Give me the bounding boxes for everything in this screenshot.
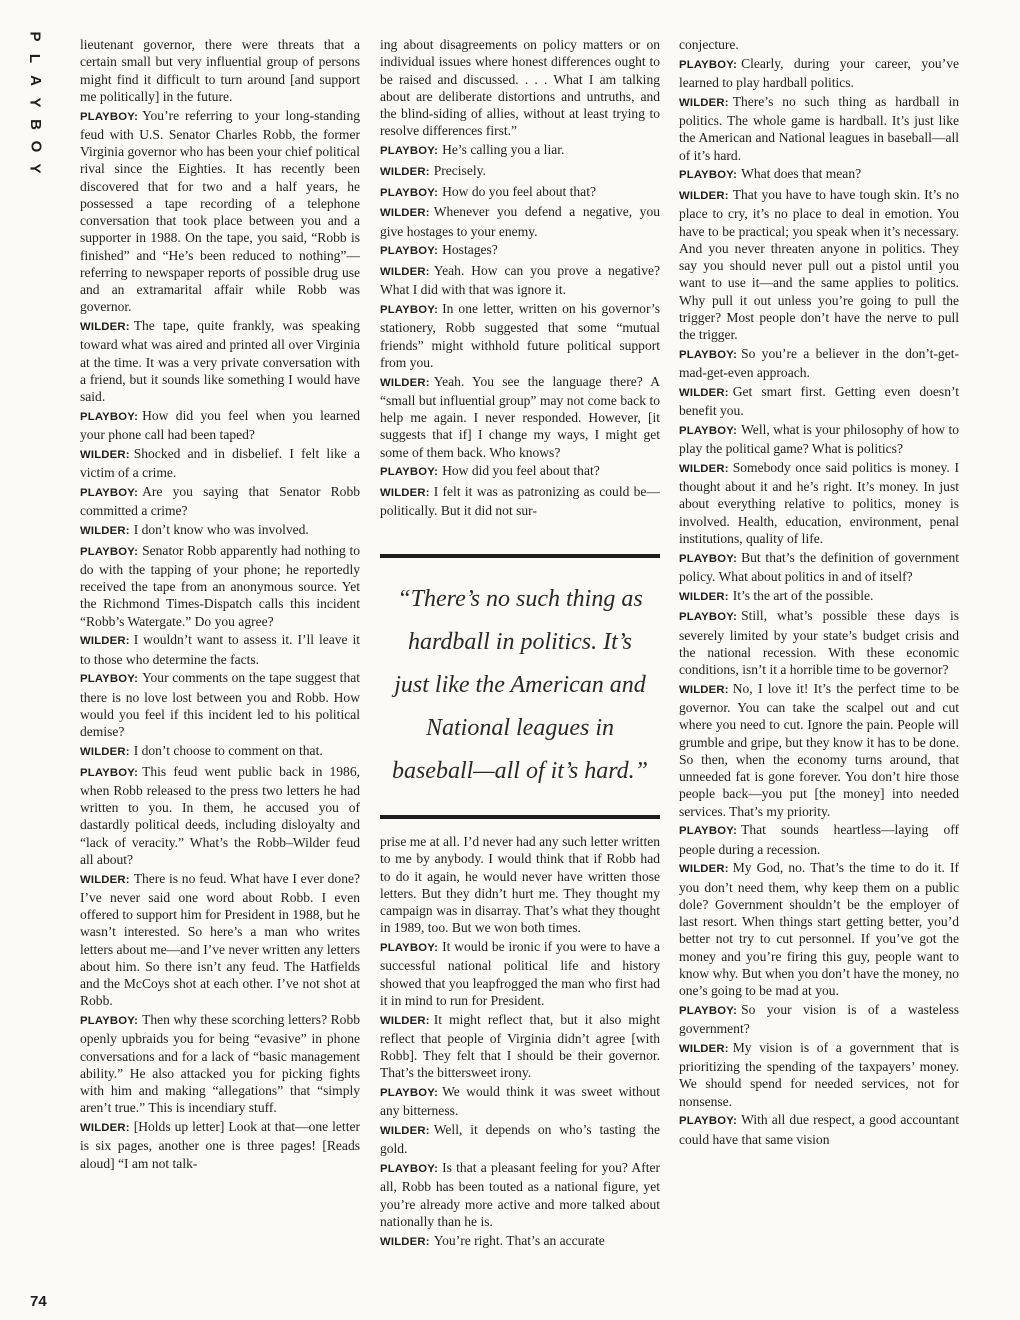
paragraph-text: You’re referring to your long-standing feud with U.S. Senator Charles Robb, the former Virginia governor who has been your chief political rival since the Eighties. It has recently been discovered that for two and a half years, he possessed a tape recording of a telephone conversation that took place between you and a supporter in 1988. On the tape, you said, “Robb is finished” and “He’s been reduced to nothing”—referring to newspaper reports of possible drug use and an extramarital affair while Robb was governor.	[80, 107, 360, 315]
speaker-label: WILDER:	[380, 207, 430, 220]
interview-paragraph	[80, 1011, 360, 1117]
speaker-label: WILDER:	[80, 448, 130, 461]
paragraph-text: What does that mean?	[741, 166, 862, 182]
paragraph-text: lieutenant governor, there were threats that a certain small but very influential group of persons might find it difficult to turn around [and support me politically] in the future.	[80, 37, 360, 104]
column-2-upper-text	[380, 36, 660, 536]
speaker-label: PLAYBOY:	[380, 466, 439, 479]
paragraph-text: [Holds up letter] Look at that—one letter is six pages, another one is three pages! [Reads aloud] “I am not talk-	[80, 1119, 360, 1171]
paragraph-text: Then why these scorching letters? Robb openly upbraids you for being “evasive” in phone conversations and for a lack of “basic management ability.” He also attacked you for picking fights with him and making “allegations” that “simply aren’t true.” This is incendiary stuff.	[80, 1012, 360, 1116]
interview-paragraph	[679, 549, 959, 586]
paragraph-text: Well, what is your philosophy of how to play the political game? What is politics?	[679, 421, 959, 456]
speaker-label: WILDER:	[80, 635, 130, 648]
paragraph-text: I felt it was as patronizing as could be—politically. But it did not sur-	[380, 484, 660, 519]
paragraph-text: You’re right. That’s an accurate	[433, 1232, 605, 1248]
paragraph-text: Yeah. You see the language there? A “small but influential group” may not come back to help me again. I never responded. However, [it suggests that if] I change my ways, I might get some of them back. Who knows?	[380, 373, 660, 460]
paragraph-text: So your vision is of a wasteless government?	[679, 1001, 959, 1036]
paragraph-text: Your comments on the tape suggest that there is no love lost between you and Robb. How would you feel if this incident led to his political demise?	[80, 670, 360, 739]
interview-paragraph	[380, 262, 660, 299]
interview-paragraph	[679, 165, 959, 184]
paragraph-text: It would be ironic if you were to have a successful national political life and history showed that you leapfrogged the man who first had it in mind to run for President.	[380, 939, 660, 1008]
paragraph-text: There is no feud. What have I ever done? I’ve never said one word about Robb. I even offered to support him for President in 1988, but he wasn’t interested. So here’s a man who writes letters about me—and I’ve never written any letters about him. So there isn’t any feud. The Hatfields and the McCoys shot at each other. I’ve not shot at Robb.	[80, 870, 360, 1009]
interview-paragraph	[380, 1011, 660, 1082]
speaker-label: PLAYBOY:	[679, 424, 738, 437]
paragraph-text: It might reflect that, but it also might reflect that people of Virginia didn’t agree [with Robb]. They felt that I should be their governor. That’s the bittersweet irony.	[380, 1011, 660, 1081]
interview-paragraph	[80, 407, 360, 444]
interview-paragraph	[380, 36, 660, 140]
speaker-label: WILDER:	[80, 524, 130, 537]
speaker-label: WILDER:	[380, 266, 430, 278]
logo-letter: Y	[26, 163, 44, 174]
interview-paragraph	[380, 373, 660, 461]
logo-letter: P	[26, 31, 44, 42]
interview-paragraph	[679, 587, 959, 606]
interview-paragraph	[80, 1118, 360, 1172]
speaker-label: PLAYBOY:	[679, 58, 738, 71]
interview-paragraph	[679, 607, 959, 678]
interview-paragraph	[679, 345, 959, 382]
interview-paragraph	[80, 631, 360, 668]
magazine-vertical-logo	[26, 28, 52, 174]
interview-paragraph	[380, 183, 660, 202]
speaker-label: WILDER:	[80, 321, 130, 333]
speaker-label: WILDER:	[380, 165, 430, 178]
pull-quote-line: baseball—all of it’s hard.”	[391, 758, 649, 784]
logo-letter: O	[27, 140, 45, 153]
interview-paragraph	[80, 870, 360, 1010]
paragraph-text: Still, what’s possible these days is severely limited by your state’s budget crisis and the national recession. With these economic conditions, isn’t it a horrible time to be governor?	[679, 608, 959, 677]
paragraph-text: No, I love it! It’s the perfect time to be governor. You can take the scalpel out and cut where you need to cut. Ignore the pain. People will grumble and gripe, but they know it has to be done. So then, when the economy turns around, that unneeded fat is gone forever. You don’t hire those people back—you put [the money] into needed services. That’s my priority.	[679, 680, 959, 819]
paragraph-text: Shocked and in disbelief. I felt like a victim of a crime.	[80, 445, 360, 480]
paragraph-text: It’s the art of the possible.	[732, 587, 874, 603]
interview-paragraph	[679, 383, 959, 420]
paragraph-text: There’s no such thing as hardball in politics. The whole game is hardball. It’s just like the American and National leagues in baseball—all of it’s hard.	[679, 93, 959, 163]
logo-letter: A	[26, 75, 44, 86]
speaker-label: WILDER:	[679, 863, 729, 876]
interview-paragraph	[679, 55, 959, 92]
paragraph-text: How did you feel about that?	[442, 463, 600, 479]
speaker-label: PLAYBOY:	[80, 410, 139, 423]
pull-quote	[380, 554, 660, 819]
paragraph-text: But that’s the definition of government policy. What about politics in and of itself?	[679, 549, 959, 584]
column-2-lower-text	[380, 833, 660, 1251]
speaker-label: PLAYBOY:	[80, 673, 139, 686]
interview-paragraph	[80, 669, 360, 740]
paragraph-text: With all due respect, a good accountant could have that same vision	[679, 1112, 959, 1147]
paragraph-text: How did you feel when you learned your phone call had been taped?	[80, 407, 360, 442]
interview-paragraph	[80, 317, 360, 405]
interview-paragraph	[380, 162, 660, 181]
speaker-label: PLAYBOY:	[80, 545, 139, 558]
speaker-label: WILDER:	[679, 683, 729, 696]
text-column-1	[80, 36, 360, 1308]
speaker-label: PLAYBOY:	[679, 611, 738, 624]
speaker-label: WILDER:	[679, 96, 729, 109]
speaker-label: PLAYBOY:	[80, 110, 139, 123]
speaker-label: WILDER:	[80, 745, 130, 758]
paragraph-text: He’s calling you a liar.	[442, 142, 565, 157]
speaker-label: PLAYBOY:	[380, 186, 439, 199]
interview-paragraph	[679, 680, 959, 820]
paragraph-text: Whenever you defend a negative, you give hostages to your enemy.	[380, 204, 660, 239]
speaker-label: PLAYBOY:	[679, 1115, 738, 1128]
speaker-label: PLAYBOY:	[380, 245, 439, 258]
interview-paragraph	[80, 763, 360, 869]
page-number: 74	[30, 1293, 47, 1310]
logo-letter: L	[26, 53, 44, 64]
interview-paragraph	[679, 821, 959, 858]
logo-letter: Y	[26, 97, 44, 108]
speaker-label: WILDER:	[80, 1122, 130, 1134]
interview-paragraph	[679, 859, 959, 999]
pull-quote-line: National leagues in	[426, 715, 614, 741]
paragraph-text: Yeah. How can you prove a negative? What I did with that was ignore it.	[380, 263, 660, 298]
interview-paragraph	[380, 938, 660, 1009]
interview-paragraph	[380, 1159, 660, 1230]
pull-quote-line: just like the American and	[394, 672, 646, 698]
interview-paragraph	[380, 1121, 660, 1158]
speaker-label: PLAYBOY:	[380, 1087, 439, 1099]
speaker-label: PLAYBOY:	[380, 145, 439, 157]
interview-paragraph	[380, 203, 660, 240]
speaker-label: PLAYBOY:	[80, 1015, 139, 1027]
speaker-label: PLAYBOY:	[380, 942, 439, 954]
paragraph-text: Well, it depends on who’s tasting the gold.	[380, 1122, 660, 1157]
interview-paragraph	[679, 1039, 959, 1110]
paragraph-text: I don’t choose to comment on that.	[133, 742, 323, 758]
interview-paragraph	[80, 521, 360, 540]
paragraph-text: That you have to have tough skin. It’s no place to cry, it’s no place to deal in emotion. You have to be practical; you speak when it’s necessary. And you never threaten anyone in politics. They say you should never pull out a pistol until you want to use it—and the same applies to politics. Why pull it out unless you’re going to pull the trigger? Most people don’t have the nerve to pull the trigger.	[679, 187, 959, 342]
pull-quote-line: hardball in politics. It’s	[407, 629, 632, 655]
speaker-label: WILDER:	[380, 1235, 430, 1248]
interview-paragraph	[380, 141, 660, 160]
interview-paragraph	[80, 742, 360, 761]
paragraph-text: prise me at all. I’d never had any such letter written to me by anybody. I would think that if Robb had to do it again, he would never have written those letters. But they didn’t hurt me. They thought my campaign was in disarray. That’s what they thought in 1989, too. But we won both times.	[380, 834, 660, 936]
paragraph-text: Is that a pleasant feeling for you? After all, Robb has been touted as a national figure, yet you’re already more active and more talked about nationally than he is.	[380, 1160, 660, 1229]
speaker-label: PLAYBOY:	[679, 1004, 738, 1017]
paragraph-text: In one letter, written on his governor’s stationery, Robb suggested that some “mutual friends” might withhold future political support from you.	[380, 301, 660, 370]
interview-paragraph	[380, 833, 660, 937]
speaker-label: PLAYBOY:	[679, 825, 738, 838]
speaker-label: PLAYBOY:	[80, 486, 139, 499]
paragraph-text: ing about disagreements on policy matters or on individual issues where honest differences ought to be raised and discussed. . . . What I am talking about are deliberate distortions and untruths, and the blind-siding of allies, without at least trying to resolve differences first.”	[380, 37, 660, 139]
paragraph-text: Senator Robb apparently had nothing to do with the tapping of your phone; he reportedly received the tape from an anonymous source. Yet the Richmond Times-Dispatch calls this incident “Robb’s Watergate.” Do you agree?	[80, 542, 360, 629]
interview-paragraph	[679, 459, 959, 547]
interview-paragraph	[380, 483, 660, 520]
logo-letter: B	[26, 119, 44, 130]
paragraph-text: Are you saying that Senator Robb committed a crime?	[80, 483, 360, 518]
interview-paragraph	[679, 186, 959, 343]
interview-paragraph	[80, 107, 360, 316]
interview-paragraph	[679, 93, 959, 164]
speaker-label: PLAYBOY:	[380, 1163, 439, 1175]
speaker-label: WILDER:	[380, 1125, 430, 1137]
speaker-label: WILDER:	[380, 487, 430, 499]
speaker-label: PLAYBOY:	[679, 348, 738, 361]
paragraph-text: I don’t know who was involved.	[133, 521, 309, 537]
paragraph-text: So you’re a believer in the don’t-get-mad-get-even approach.	[679, 345, 959, 380]
text-column-2	[380, 36, 660, 1308]
paragraph-text: Get smart first. Getting even doesn’t benefit you.	[679, 383, 959, 418]
interview-paragraph	[380, 300, 660, 371]
paragraph-text: I wouldn’t want to assess it. I’ll leave it to those who determine the facts.	[80, 632, 360, 667]
interview-paragraph	[80, 542, 360, 630]
paragraph-text: My vision is of a government that is prioritizing the spending of the taxpayers’ money. We should spend for needed services, not for nonsense.	[679, 1039, 959, 1109]
interview-paragraph	[380, 1232, 660, 1251]
speaker-label: PLAYBOY:	[80, 766, 139, 779]
interview-paragraph	[80, 445, 360, 482]
speaker-label: PLAYBOY:	[380, 304, 439, 316]
paragraph-text: The tape, quite frankly, was speaking toward what was aired and printed all over Virginia at the time. It was a very private conversation with a friend, but it sounds like something I would have said.	[80, 318, 360, 404]
interview-paragraph	[679, 36, 959, 53]
paragraph-text: That sounds heartless—laying off people during a recession.	[679, 822, 959, 857]
speaker-label: WILDER:	[679, 386, 729, 399]
paragraph-text: Hostages?	[442, 242, 498, 258]
speaker-label: WILDER:	[679, 590, 729, 603]
speaker-label: WILDER:	[679, 1042, 729, 1055]
interview-paragraph	[380, 241, 660, 260]
paragraph-text: How do you feel about that?	[442, 183, 596, 199]
interview-paragraph	[679, 1111, 959, 1148]
paragraph-text: We would think it was sweet without any bitterness.	[380, 1084, 660, 1119]
speaker-label: WILDER:	[679, 190, 729, 202]
interview-paragraph	[679, 1001, 959, 1038]
text-column-3	[679, 36, 959, 1308]
speaker-label: WILDER:	[380, 376, 430, 389]
speaker-label: WILDER:	[80, 873, 130, 886]
interview-paragraph	[679, 421, 959, 458]
paragraph-text: My God, no. That’s the time to do it. If you don’t need them, why keep them on a public dole? Government shouldn’t be the employer of last resort. When things start getting better, you’d better not try to cut personnel. If you’ve got the money and you’re firing this guy, people want to know why. But when you don’t have the money, no one’s going to be mad at you.	[679, 860, 959, 998]
paragraph-text: This feud went public back in 1986, when Robb released to the press two letters he had written to you. In them, he accused you of dastardly political deeds, including disloyalty and “lack of veracity.” What’s the Robb–Wilder feud all about?	[80, 763, 360, 867]
speaker-label: PLAYBOY:	[679, 552, 738, 565]
paragraph-text: conjecture.	[679, 37, 739, 52]
speaker-label: WILDER:	[679, 462, 729, 475]
interview-paragraph	[80, 483, 360, 520]
pull-quote-line: “There’s no such thing as	[397, 586, 643, 612]
speaker-label: WILDER:	[380, 1014, 430, 1027]
interview-paragraph	[380, 1083, 660, 1120]
paragraph-text: Somebody once said politics is money. I thought about it and he’s right. It’s money. In just about everything relative to politics, money is involved. Health, education, environment, penal institutions, quality of life.	[679, 459, 959, 546]
speaker-label: PLAYBOY:	[679, 169, 738, 182]
interview-paragraph	[380, 462, 660, 481]
interview-paragraph	[80, 36, 360, 105]
paragraph-text: Clearly, during your career, you’ve learned to play hardball politics.	[679, 55, 959, 90]
paragraph-text: Precisely.	[433, 162, 486, 178]
